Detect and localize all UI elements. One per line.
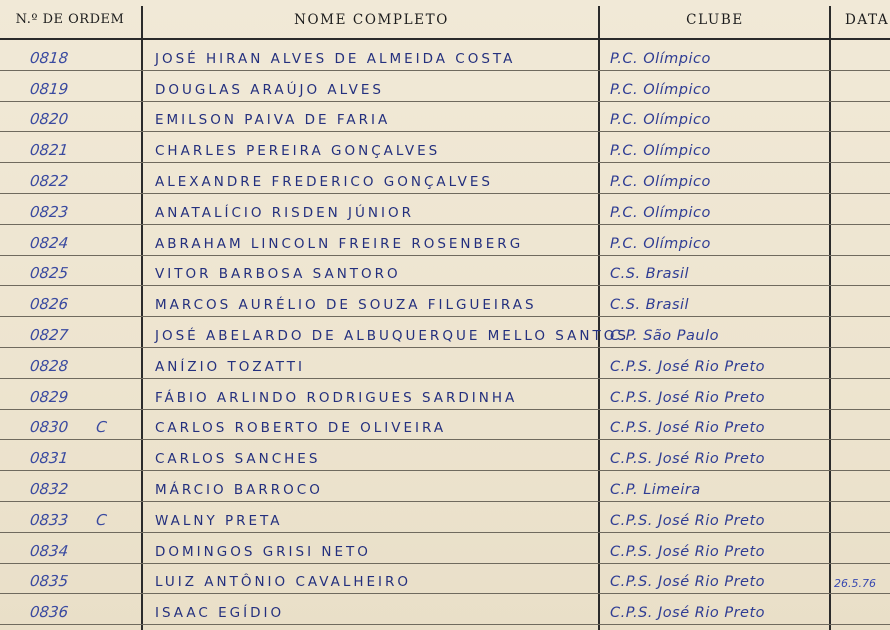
club-name: C.P.S. José Rio Preto: [610, 605, 766, 622]
table-row: [0, 440, 890, 471]
order-mark: [95, 110, 97, 128]
table-header: [0, 0, 890, 40]
order-mark: [95, 326, 97, 344]
full-name: DOMINGOS GRISI NETO: [155, 543, 371, 560]
order-number: [29, 511, 141, 529]
order-number-value: 0834: [29, 541, 70, 560]
order-number-value: 0823: [29, 202, 70, 221]
order-number-value: 0836: [29, 603, 70, 622]
full-name: ISAAC EGÍDIO: [155, 605, 285, 622]
club-name: C.P.S. José Rio Preto: [610, 420, 766, 437]
full-name: JOSÉ HIRAN ALVES DE ALMEIDA COSTA: [155, 50, 516, 67]
order-mark: [95, 603, 97, 621]
club-name: P.C. Olímpico: [610, 112, 711, 129]
order-mark: [95, 357, 97, 375]
order-number-value: 0831: [29, 449, 70, 468]
order-number-value: 0824: [29, 233, 70, 252]
full-name: MARCOS AURÉLIO DE SOUZA FILGUEIRAS: [155, 297, 537, 314]
order-number: [29, 572, 141, 590]
order-mark: [95, 542, 97, 560]
order-number: [29, 326, 141, 344]
table-row: [0, 471, 890, 502]
full-name: VITOR BARBOSA SANTORO: [155, 266, 401, 283]
order-mark: [95, 449, 97, 467]
order-mark: C: [95, 418, 108, 437]
order-number-value: 0818: [29, 48, 70, 67]
order-number-value: 0822: [29, 171, 70, 190]
table-row: [0, 256, 890, 287]
table-row: [0, 40, 890, 71]
order-number-value: 0829: [29, 387, 70, 406]
club-name: C.P.S. José Rio Preto: [610, 358, 766, 375]
club-name: C.S. Brasil: [610, 266, 690, 283]
order-number: [29, 418, 141, 436]
order-mark: [95, 203, 97, 221]
order-number: [29, 388, 141, 406]
table-row: [0, 163, 890, 194]
full-name: DOUGLAS ARAÚJO ALVES: [155, 81, 384, 98]
table-row: [0, 71, 890, 102]
order-number-value: 0827: [29, 325, 70, 344]
full-name: LUIZ ANTÔNIO CAVALHEIRO: [155, 574, 412, 591]
order-number-value: 0832: [29, 479, 70, 498]
order-number-value: 0820: [29, 110, 70, 129]
club-name: P.C. Olímpico: [610, 173, 711, 190]
order-number-value: 0835: [29, 572, 70, 591]
order-number-value: 0825: [29, 264, 70, 283]
club-name: C.P. Limeira: [610, 481, 701, 498]
order-number-value: 0821: [29, 141, 70, 160]
order-mark: [95, 480, 97, 498]
order-mark: C: [95, 510, 108, 529]
header-nome: NOME COMPLETO: [294, 12, 449, 28]
order-number: [29, 172, 141, 190]
order-number: [29, 141, 141, 159]
full-name: CHARLES PEREIRA GONÇALVES: [155, 143, 441, 160]
order-mark: [95, 264, 97, 282]
club-name: C.P. São Paulo: [610, 327, 719, 344]
club-name: P.C. Olímpico: [610, 143, 711, 160]
full-name: ANATALÍCIO RISDEN JÚNIOR: [155, 204, 414, 221]
full-name: ANÍZIO TOZATTI: [155, 358, 306, 375]
order-mark: [95, 80, 97, 98]
full-name: CARLOS SANCHES: [155, 451, 321, 468]
entry-date: 26.5.76: [834, 577, 876, 591]
full-name: JOSÉ ABELARDO DE ALBUQUERQUE MELLO SANTOS: [155, 327, 629, 344]
club-name: C.P.S. José Rio Preto: [610, 543, 766, 560]
header-data: DATA: [845, 12, 890, 28]
order-number-value: 0819: [29, 79, 70, 98]
table-row: [0, 533, 890, 564]
order-number: [29, 357, 141, 375]
table-row: [0, 410, 890, 441]
club-name: C.P.S. José Rio Preto: [610, 512, 766, 529]
full-name: FÁBIO ARLINDO RODRIGUES SARDINHA: [155, 389, 518, 406]
order-number: [29, 203, 141, 221]
full-name: MÁRCIO BARROCO: [155, 481, 323, 498]
order-number: [29, 234, 141, 252]
club-name: P.C. Olímpico: [610, 50, 711, 67]
full-name: EMILSON PAIVA DE FARIA: [155, 112, 391, 129]
club-name: P.C. Olímpico: [610, 204, 711, 221]
order-number-value: 0828: [29, 356, 70, 375]
table-row: [0, 594, 890, 625]
club-name: P.C. Olímpico: [610, 81, 711, 98]
table-row: [0, 502, 890, 533]
order-number: [29, 295, 141, 313]
full-name: ABRAHAM LINCOLN FREIRE ROSENBERG: [155, 235, 524, 252]
order-number: [29, 603, 141, 621]
order-mark: [95, 295, 97, 313]
order-mark: [95, 388, 97, 406]
table-row: [0, 317, 890, 348]
order-mark: [95, 172, 97, 190]
table-row: [0, 225, 890, 256]
order-number: [29, 480, 141, 498]
order-number-value: 0830: [29, 418, 70, 437]
order-mark: [95, 141, 97, 159]
header-ordem: N.º DE ORDEM: [15, 12, 125, 27]
table-row: [0, 348, 890, 379]
order-number: [29, 49, 141, 67]
header-clube: CLUBE: [686, 12, 744, 28]
order-number: [29, 264, 141, 282]
full-name: CARLOS ROBERTO DE OLIVEIRA: [155, 420, 447, 437]
table-row: [0, 286, 890, 317]
order-number: [29, 449, 141, 467]
order-mark: [95, 49, 97, 67]
order-number: [29, 80, 141, 98]
table-row: [0, 132, 890, 163]
table-row: [0, 564, 890, 595]
full-name: WALNY PRETA: [155, 512, 283, 529]
order-number: [29, 110, 141, 128]
table-row: [0, 379, 890, 410]
full-name: ALEXANDRE FREDERICO GONÇALVES: [155, 173, 493, 190]
table-row: [0, 102, 890, 133]
ledger-rows: [0, 40, 890, 625]
table-row: [0, 194, 890, 225]
order-mark: [95, 234, 97, 252]
club-name: C.P.S. José Rio Preto: [610, 451, 766, 468]
club-name: P.C. Olímpico: [610, 235, 711, 252]
club-name: C.P.S. José Rio Preto: [610, 574, 766, 591]
club-name: C.P.S. José Rio Preto: [610, 389, 766, 406]
order-number-value: 0826: [29, 295, 70, 314]
order-number: [29, 542, 141, 560]
club-name: C.S. Brasil: [610, 297, 690, 314]
order-number-value: 0833: [29, 510, 70, 529]
order-mark: [95, 572, 97, 590]
